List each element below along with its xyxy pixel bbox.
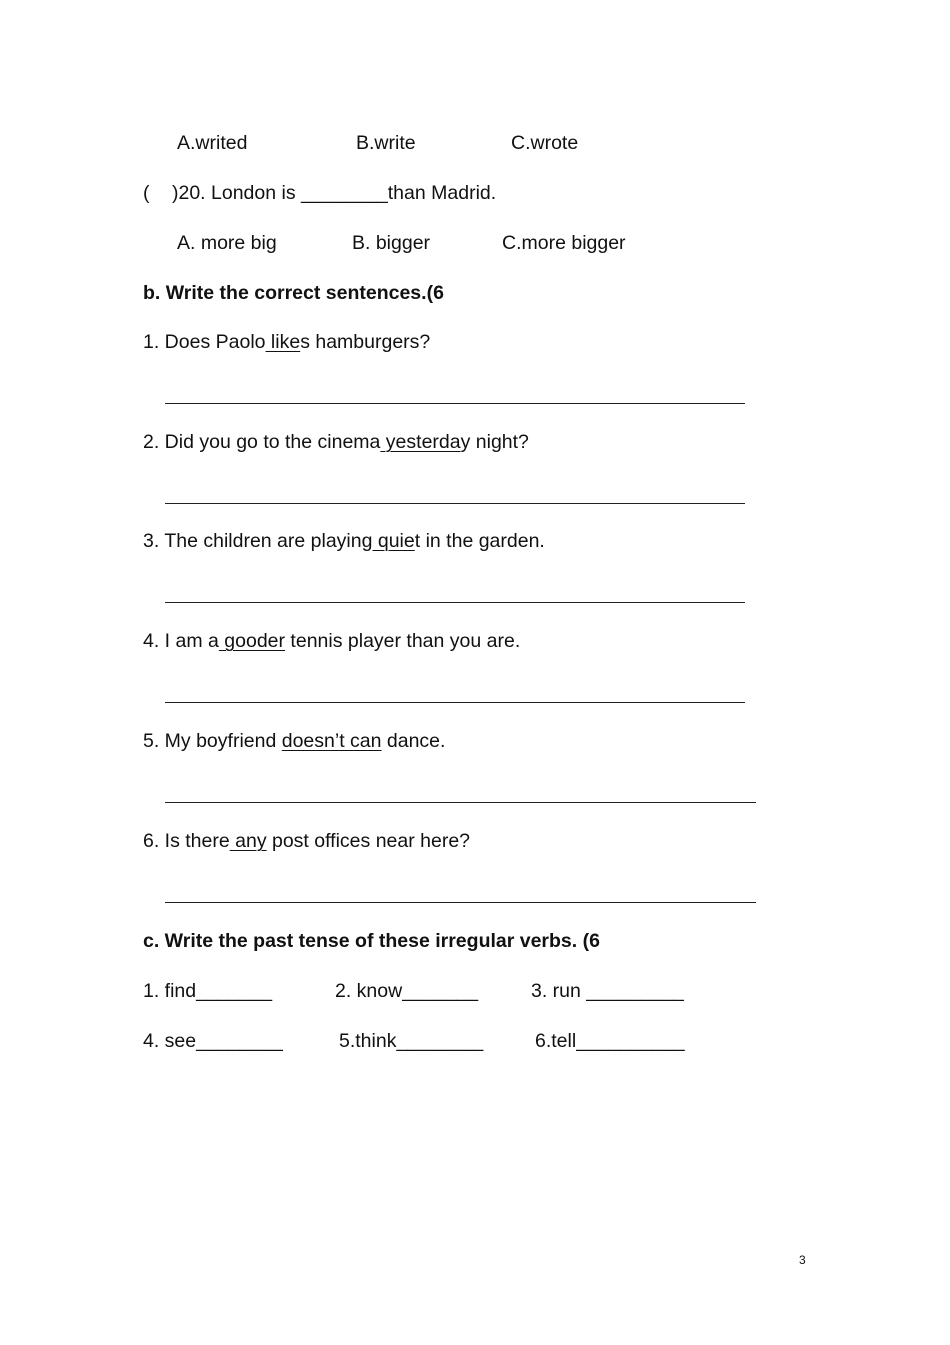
sentence-4-error: gooder	[218, 630, 286, 652]
verb-6: 6.tell__________	[535, 1030, 685, 1052]
sentence-3-error: quie	[372, 530, 415, 552]
sentence-5	[143, 732, 445, 752]
sentence-2-error: yesterda	[380, 431, 461, 453]
sentence-6-post: post offices near here?	[266, 830, 471, 852]
answer-line-2	[165, 503, 745, 504]
answer-line-3	[165, 602, 745, 603]
q20-stem: )20. London is ________than Madrid.	[172, 182, 497, 204]
verb-1: 1. find_______	[143, 980, 273, 1002]
sentence-5-pre: 5. My boyfriend	[143, 730, 282, 752]
sentence-4	[143, 632, 520, 652]
sentence-5-error: doesn’t can	[281, 730, 382, 752]
sentence-5-post: dance.	[381, 730, 446, 752]
q20-option-c: C.more bigger	[502, 232, 626, 254]
answer-line-1	[165, 403, 745, 404]
sentence-6-error: any	[229, 830, 267, 852]
sentence-6	[143, 832, 470, 852]
q20-option-a: A. more big	[177, 232, 277, 254]
sentence-2-post: y night?	[460, 431, 529, 453]
answer-line-6	[165, 902, 756, 903]
sentence-1	[143, 333, 430, 353]
verb-3: 3. run _________	[531, 980, 684, 1002]
sentence-3	[143, 532, 545, 552]
q20-option-b: B. bigger	[352, 232, 431, 254]
sentence-1-post: s hamburgers?	[300, 331, 431, 353]
sentence-2-pre: 2. Did you go to the cinema	[143, 431, 381, 453]
sentence-1-error: like	[265, 331, 301, 353]
section-c-heading: c. Write the past tense of these irregular verbs. (6	[143, 930, 600, 952]
verb-5: 5.think________	[339, 1030, 484, 1052]
sentence-2	[143, 433, 529, 453]
q19-option-b: B.write	[356, 132, 416, 154]
sentence-3-post: t in the garden.	[414, 530, 545, 552]
q19-option-a: A.writed	[177, 132, 248, 154]
sentence-6-pre: 6. Is there	[143, 830, 230, 852]
verb-4: 4. see________	[143, 1030, 283, 1052]
q20-bracket: (	[143, 182, 150, 204]
q19-option-c: C.wrote	[511, 132, 579, 154]
page-number: 3	[799, 1253, 806, 1267]
section-b-heading: b. Write the correct sentences.(6	[143, 282, 444, 304]
verb-2: 2. know_______	[335, 980, 479, 1002]
sentence-3-pre: 3. The children are playing	[143, 530, 373, 552]
sentence-1-pre: 1. Does Paolo	[143, 331, 266, 353]
answer-line-5	[165, 802, 756, 803]
sentence-4-post: tennis player than you are.	[285, 630, 521, 652]
sentence-4-pre: 4. I am a	[143, 630, 219, 652]
answer-line-4	[165, 702, 745, 703]
